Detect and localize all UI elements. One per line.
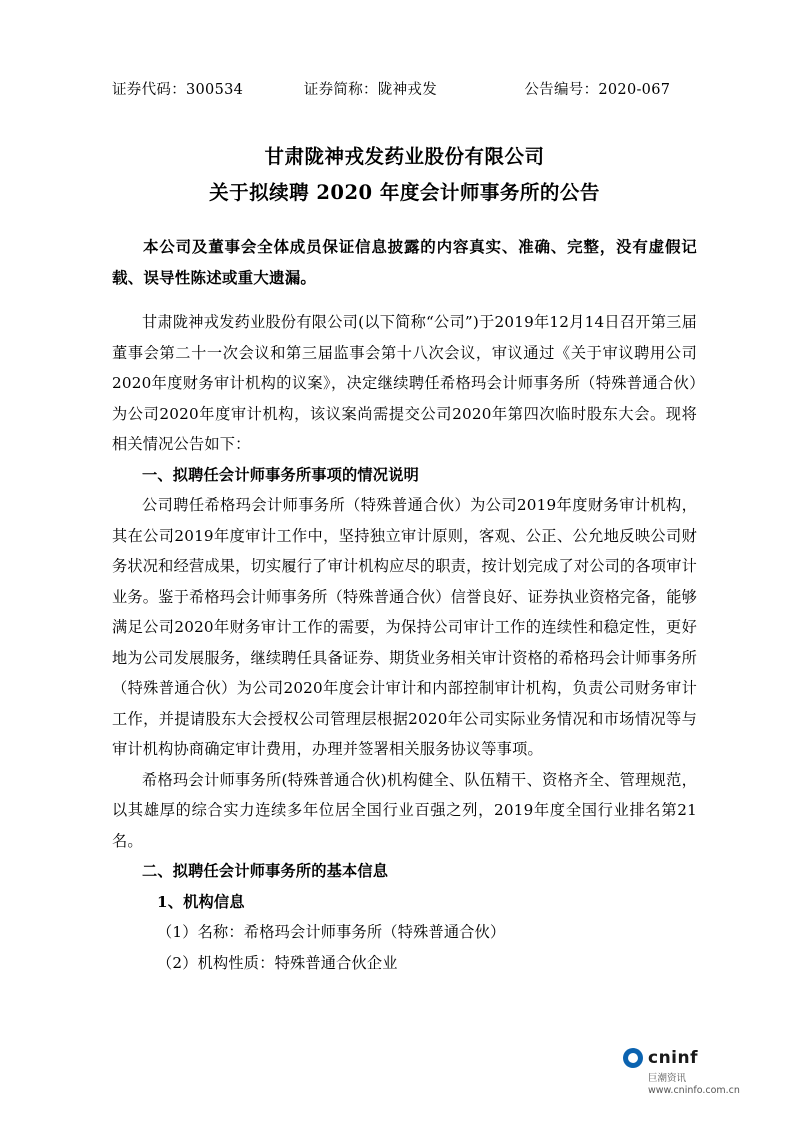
page-title-line2: 关于拟续聘 2020 年度会计师事务所的公告 — [209, 181, 600, 204]
cninfo-logo-subtitle: 巨潮资讯 — [648, 1073, 687, 1084]
section-1-heading: 一、拟聘任会计师事务所事项的情况说明 — [142, 465, 419, 484]
cninfo-logo-text: cninf — [648, 1048, 699, 1068]
disclosure-statement: 本公司及董事会全体成员保证信息披露的内容真实、准确、完整，没有虚假记载、误导性陈述或重大遗漏。 — [112, 237, 697, 287]
page-title-line1: 甘肃陇神戎发药业股份有限公司 — [264, 145, 545, 168]
section-2-item-1: （1）名称：希格玛会计师事务所（特殊普通合伙） — [157, 923, 506, 941]
section-1-paragraph-2: 希格玛会计师事务所(特殊普通合伙)机构健全、队伍精干、资格齐全、管理规范，以其雄厚的综合实力连续多年位居全国行业百强之列，2019年度全国行业排名第21名。 — [112, 770, 697, 850]
section-2-heading: 二、拟聘任会计师事务所的基本信息 — [142, 862, 389, 880]
cninfo-watermark — [623, 1048, 753, 1096]
cninfo-logo-icon — [623, 1048, 643, 1068]
section-2-subheading: 1、机构信息 — [157, 892, 245, 911]
section-2-item-2: （2）机构性质：特殊普通合伙企业 — [157, 953, 398, 972]
notice-number: 公告编号：2020-067 — [524, 82, 671, 98]
document-header — [112, 78, 697, 99]
cninfo-url: www.cninfo.com.cn — [648, 1085, 740, 1096]
security-code: 证券代码：300534 — [112, 82, 244, 98]
intro-paragraph: 甘肃陇神戎发药业股份有限公司(以下简称“公司”)于2019年12月14日召开第三届董事会第二十一次会议和第三届监事会第十八次会议，审议通过《关于审议聘用公司2020年度财务审计机构的议案》，决定继续聘任希格玛会计师事务所（特殊普通合伙）为公司2020年度审计机构，该议案尚需提交公司2020年第四次临时股东大会。现将相关情况公告如下： — [112, 313, 697, 453]
security-name: 证券简称：陇神戎发 — [303, 82, 437, 98]
section-1-paragraph-1: 公司聘任希格玛会计师事务所（特殊普通合伙）为公司2019年度财务审计机构，其在公司2019年度审计工作中，坚持独立审计原则，客观、公正、公允地反映公司财务状况和经营成果，切实履行了审计机构应尽的职责，按计划完成了对公司的各项审计业务。鉴于希格玛会计师事务所（特殊普通合伙）信誉良好、证券执业资格完备，能够满足公司2020年财务审计工作的需要，为保持公司审计工作的连续性和稳定性，更好地为公司发展服务，继续聘任具备证券、期货业务相关审计资格的希格玛会计师事务所（特殊普通合伙）为公司2020年度会计审计和内部控制审计机构，负责公司财务审计工作，并提请股东大会授权公司管理层根据2020年公司实际业务情况和市场情况等与审计机构协商确定审计费用，办理并签署相关服务协议等事项。 — [112, 496, 697, 758]
